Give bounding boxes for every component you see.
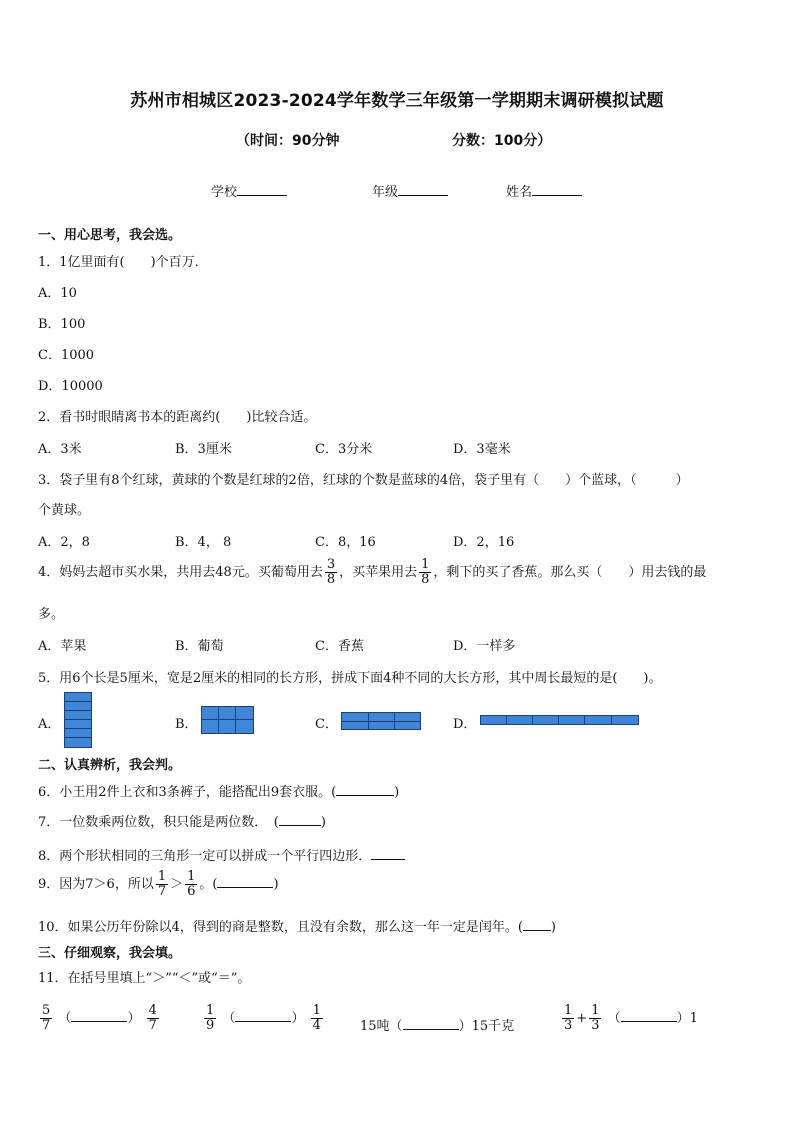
school-blank[interactable]	[237, 182, 287, 196]
q5-option-a: A．	[38, 717, 61, 732]
q3-option-b: B．4， 8	[175, 535, 232, 550]
q2-option-d: D．3毫米	[453, 442, 511, 457]
q2-option-a: A．3米	[38, 442, 82, 457]
q11-c4-a: $\frac{1}{3}$	[564, 1003, 573, 1033]
q4-fraction-apple: $\frac{1}{8}$	[421, 557, 430, 587]
q11-compare-4: $\frac{1}{3}$ + $\frac{1}{3}$ （ ）1	[564, 1003, 698, 1033]
exam-time: （时间：90分钟	[236, 133, 340, 149]
q11-c2-left: $\frac{1}{9}$	[206, 1003, 215, 1033]
q10-answer-blank[interactable]	[523, 918, 551, 931]
q4-option-a: A．苹果	[38, 639, 87, 654]
q11-compare-1: $\frac{5}{7}$ （ ） $\frac{4}{7}$	[42, 1003, 157, 1033]
q6-answer-blank[interactable]	[336, 783, 394, 796]
q3-option-a: A．2，8	[38, 535, 90, 550]
page-title: 苏州市相城区2023-2024学年数学三年级第一学期期末调研模拟试题	[130, 91, 664, 111]
q2-option-b: B．3厘米	[175, 442, 232, 457]
q4-text-1: 4．妈妈去超市买水果，共用去48元。买葡萄用去	[38, 565, 323, 580]
q11-c1-right: $\frac{4}{7}$	[148, 1003, 157, 1033]
section-3-heading: 三、仔细观察，我会填。	[38, 946, 182, 961]
q11-c1-blank[interactable]	[71, 1009, 127, 1022]
q11-c4-b: $\frac{1}{3}$	[591, 1003, 600, 1033]
q2-stem: 2．看书时眼睛离书本的距离约( )比较合适。	[38, 410, 317, 425]
q11-c2-blank[interactable]	[235, 1009, 291, 1022]
q2-option-c: C．3分米	[315, 442, 373, 457]
q11-c1-left: $\frac{5}{7}$	[42, 1003, 51, 1033]
q5-option-d: D．	[453, 717, 477, 732]
q11-stem: 11．在括号里填上“＞”“＜”或“＝”。	[38, 971, 251, 986]
q5-option-b: B．	[175, 717, 198, 732]
q3-stem: 3．袋子里有8个红球，黄球的个数是红球的2倍，红球的个数是蓝球的4倍，袋子里有（ ）个蓝球，（ ）	[38, 473, 689, 488]
q3-option-c: C．8，16	[315, 535, 376, 550]
q11-compare-3: 15吨（ ）15千克	[360, 1019, 515, 1034]
q4-option-c: C．香蕉	[315, 639, 364, 654]
grade-blank[interactable]	[398, 182, 448, 196]
q9-fraction-1-7: $\frac{1}{7}$	[157, 869, 167, 899]
q8-stem: 8．两个形状相同的三角形一定可以拼成一个平行四边形．	[38, 845, 405, 864]
q1-option-a: A．10	[38, 286, 77, 301]
school-field[interactable]	[211, 181, 287, 200]
grade-field[interactable]	[372, 181, 448, 200]
school-label: 学校	[211, 185, 238, 200]
q4-text-3: ，剩下的买了香蕉。那么买（ ）用去钱的最	[433, 565, 707, 580]
q7-answer-blank[interactable]	[279, 813, 321, 826]
name-label: 姓名	[506, 185, 533, 200]
q5-figure-c	[341, 712, 421, 730]
q4-text-2: ，买苹果用去	[339, 565, 418, 580]
q5-stem: 5．用6个长是5厘米，宽是2厘米的相同的长方形，拼成下面4种不同的大长方形，其中周长最短的是( )。	[38, 671, 662, 686]
q9-stem: 9．因为7＞6，所以 $\frac{1}{7}$ ＞ $\frac{1}{6}$ 。( )	[38, 869, 279, 899]
q4-option-d: D．一样多	[453, 639, 516, 654]
q8-answer-blank[interactable]	[371, 847, 405, 860]
q11-c2-right: $\frac{1}{4}$	[312, 1003, 321, 1033]
q4-option-b: B．葡萄	[175, 639, 224, 654]
q1-option-c: C．1000	[38, 348, 95, 363]
q10-stem: 10．如果公历年份除以4，得到的商是整数，且没有余数，那么这一年一定是闰年。( )	[38, 920, 556, 935]
q3-option-d: D．2，16	[453, 535, 515, 550]
name-blank[interactable]	[532, 182, 582, 196]
exam-score: 分数：100分）	[452, 133, 552, 149]
q5-figure-b	[201, 706, 254, 734]
q4-fraction-grape: $\frac{3}{8}$	[326, 557, 336, 587]
q11-c4-blank[interactable]	[621, 1009, 677, 1022]
grade-label: 年级	[372, 185, 399, 200]
q4-stem	[38, 558, 706, 587]
q1-option-d: D．10000	[38, 379, 103, 394]
q5-figure-d	[480, 715, 639, 725]
q4-stem-cont: 多。	[38, 607, 65, 622]
section-2-heading: 二、认真辨析，我会判。	[38, 758, 182, 773]
q6-stem: 6．小王用2件上衣和3条裤子，能搭配出9套衣服。( )	[38, 785, 400, 800]
q5-figure-a	[64, 692, 92, 748]
q9-fraction-1-6: $\frac{1}{6}$	[187, 869, 196, 899]
q1-stem: 1．1亿里面有( )个百万．	[38, 255, 208, 270]
name-field[interactable]	[506, 181, 582, 200]
section-1-heading: 一、用心思考，我会选。	[38, 228, 182, 243]
q9-answer-blank[interactable]	[217, 875, 273, 888]
q7-stem: 7．一位数乘两位数，积只能是两位数． ( )	[38, 815, 326, 830]
q5-option-c: C．	[315, 717, 338, 732]
q11-compare-2: $\frac{1}{9}$ （ ） $\frac{1}{4}$	[206, 1003, 321, 1033]
q1-option-b: B．100	[38, 317, 86, 332]
q3-stem-cont: 个黄球。	[38, 503, 91, 518]
q11-c3-blank[interactable]	[403, 1017, 459, 1030]
